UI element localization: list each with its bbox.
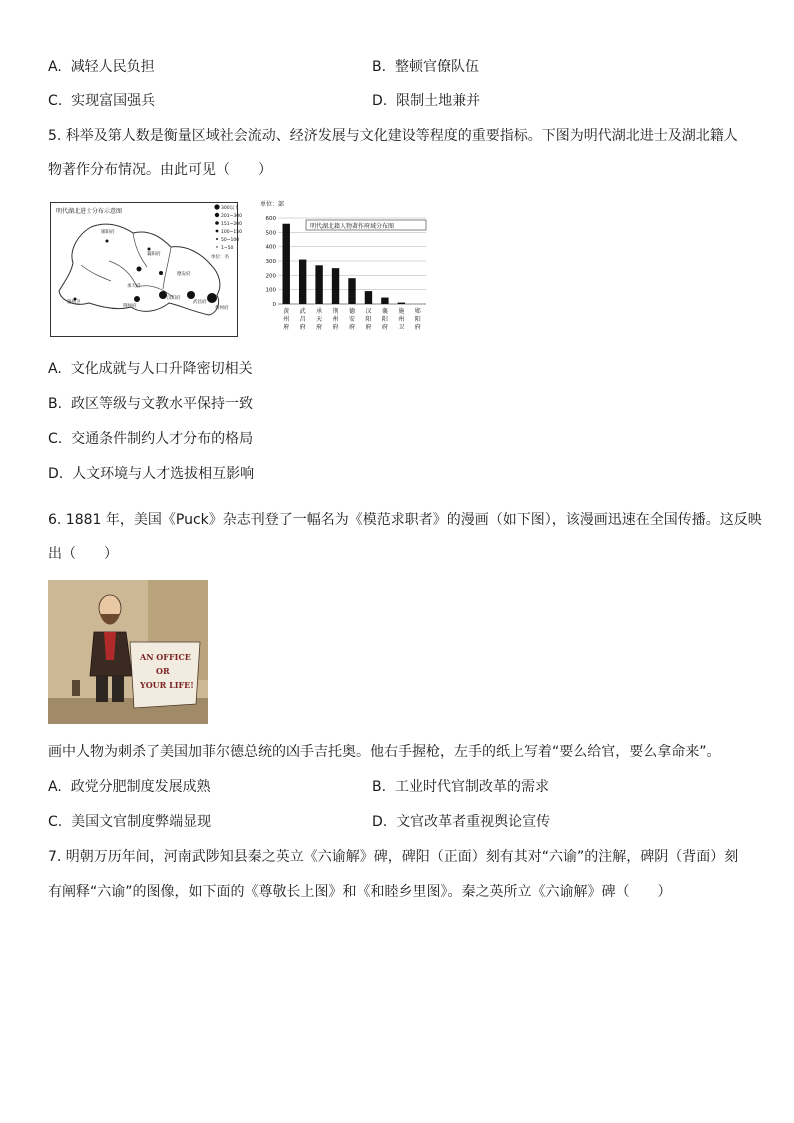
bar [348,278,355,304]
svg-text:1~50: 1~50 [221,246,234,251]
svg-text:汉阳府: 汉阳府 [167,296,181,301]
x-tick-label: 承 [316,308,323,315]
option-d[interactable]: D. 人文环境与人才选拔相互影响 [48,466,255,482]
option-a[interactable]: A. 政党分肥制度发展成熟 [48,779,211,795]
svg-text:AN OFFICE: AN OFFICE [140,652,191,662]
question-6-caption: 画中人物为刺杀了美国加菲尔德总统的凶手吉托奥。他右手握枪，左手的纸上写着“要么给官，要么拿命来”。 [48,744,721,760]
hubei-jinshi-map [50,202,242,337]
x-tick-label: 府 [332,324,339,331]
option-c[interactable]: C. 实现富国强兵 [48,93,156,109]
bar [381,298,388,304]
x-tick-label: 武 [299,308,306,315]
svg-text:300以上: 300以上 [221,206,239,211]
option-b[interactable]: B. 工业时代官制改革的需求 [372,779,549,795]
svg-text:100~150: 100~150 [221,230,242,235]
svg-text:单位：名: 单位：名 [211,255,229,260]
y-tick-label: 200 [265,273,276,280]
option-b[interactable]: B. 整顿官僚队伍 [372,59,479,75]
svg-text:郧阳府: 郧阳府 [101,230,115,235]
x-tick-label: 阳 [381,316,388,323]
x-tick-label: 德 [348,308,356,315]
y-tick-label: 100 [265,287,276,294]
bar-chart-svg [258,198,430,340]
x-tick-label: 州 [332,316,339,323]
bar [332,268,339,304]
option-b[interactable]: B. 政区等级与文教水平保持一致 [48,396,253,412]
x-tick-label: 府 [381,324,388,331]
question-6-stem-line-1: 6. 1881 年，美国《Puck》杂志刊登了一幅名为《模范求职者》的漫画（如下图），该漫画迅速在全国传播。这反映 [48,512,762,528]
x-tick-label: 郧 [414,308,421,315]
x-tick-label: 府 [365,324,372,331]
x-tick-label: 天 [316,316,323,323]
x-tick-label: 卫 [398,324,405,331]
svg-text:YOUR LIFE!: YOUR LIFE! [140,680,194,690]
option-a[interactable]: A. 减轻人民负担 [48,59,155,75]
y-tick-label: 600 [265,216,276,222]
option-a[interactable]: A. 文化成就与人口升降密切相关 [48,361,253,377]
x-tick-label: 荆 [332,308,339,315]
chart-unit-label: 单位：部 [260,201,285,208]
x-tick-label: 府 [299,324,306,331]
svg-text:襄阳府: 襄阳府 [147,252,161,257]
map-title: 明代湖北进士分布示意图 [56,208,123,215]
works-bar-chart [258,198,430,340]
x-tick-label: 安 [348,316,356,323]
x-tick-label: 施 [398,308,405,315]
puck-cartoon-image [48,580,208,724]
x-tick-label: 府 [316,324,323,331]
option-c[interactable]: C. 交通条件制约人才分布的格局 [48,431,254,447]
x-tick-label: 昌 [299,316,306,323]
question-7-stem-line-1: 7. 明朝万历年间，河南武陟知县秦之英立《六谕解》碑，碑阳（正面）刻有其对“六谕”的注解，碑阴（背面）刻 [48,849,739,865]
svg-text:武昌府: 武昌府 [193,300,207,305]
svg-text:荆州府: 荆州府 [123,304,137,309]
bar [365,291,372,304]
svg-text:151~200: 151~200 [221,222,242,227]
svg-text:50~100: 50~100 [221,238,240,243]
question-5-stem-line-2: 物著作分布情况。由此可见（ ） [48,162,272,178]
svg-text:黄州府: 黄州府 [215,306,229,311]
option-c[interactable]: C. 美国文官制度弊端显现 [48,814,212,830]
x-tick-label: 府 [414,324,421,331]
map-svg [51,203,242,336]
y-tick-label: 400 [265,244,276,251]
bar [398,303,405,304]
question-7-stem-line-2: 有阐释“六谕”的图像，如下面的《尊敬长上图》和《和睦乡里图》。秦之英所立《六谕解》碑（ ） [48,884,672,900]
svg-text:德安府: 德安府 [177,272,191,277]
svg-text:201~300: 201~300 [221,214,242,219]
question-6-stem-line-2: 出（ ） [48,546,118,562]
question-5-stem-line-1: 5. 科举及第人数是衡量区域社会流动、经济发展与文化建设等程度的重要指标。下图为明代湖北进士及湖北籍人 [48,128,738,144]
y-tick-label: 500 [265,230,276,237]
x-tick-label: 阳 [365,316,372,323]
y-tick-label: 0 [272,302,276,308]
bar [283,224,290,304]
x-tick-label: 州 [283,316,290,323]
y-tick-label: 300 [265,259,276,265]
svg-text:OR: OR [156,666,170,676]
x-tick-label: 黄 [283,308,290,315]
x-tick-label: 汉 [365,308,372,315]
bar [299,260,306,304]
x-tick-label: 襄 [381,308,388,315]
option-d[interactable]: D. 限制土地兼并 [372,93,481,109]
bar [315,265,322,304]
option-d[interactable]: D. 文官改革者重视舆论宣传 [372,814,551,830]
x-tick-label: 府 [348,324,356,331]
svg-text:施州卫: 施州卫 [67,300,81,305]
x-tick-label: 府 [283,324,290,331]
x-tick-label: 州 [398,316,405,323]
chart-title: 明代湖北籍人物著作府域分布图 [310,223,395,230]
x-tick-label: 阳 [414,316,421,323]
svg-text:承天府: 承天府 [127,284,141,289]
